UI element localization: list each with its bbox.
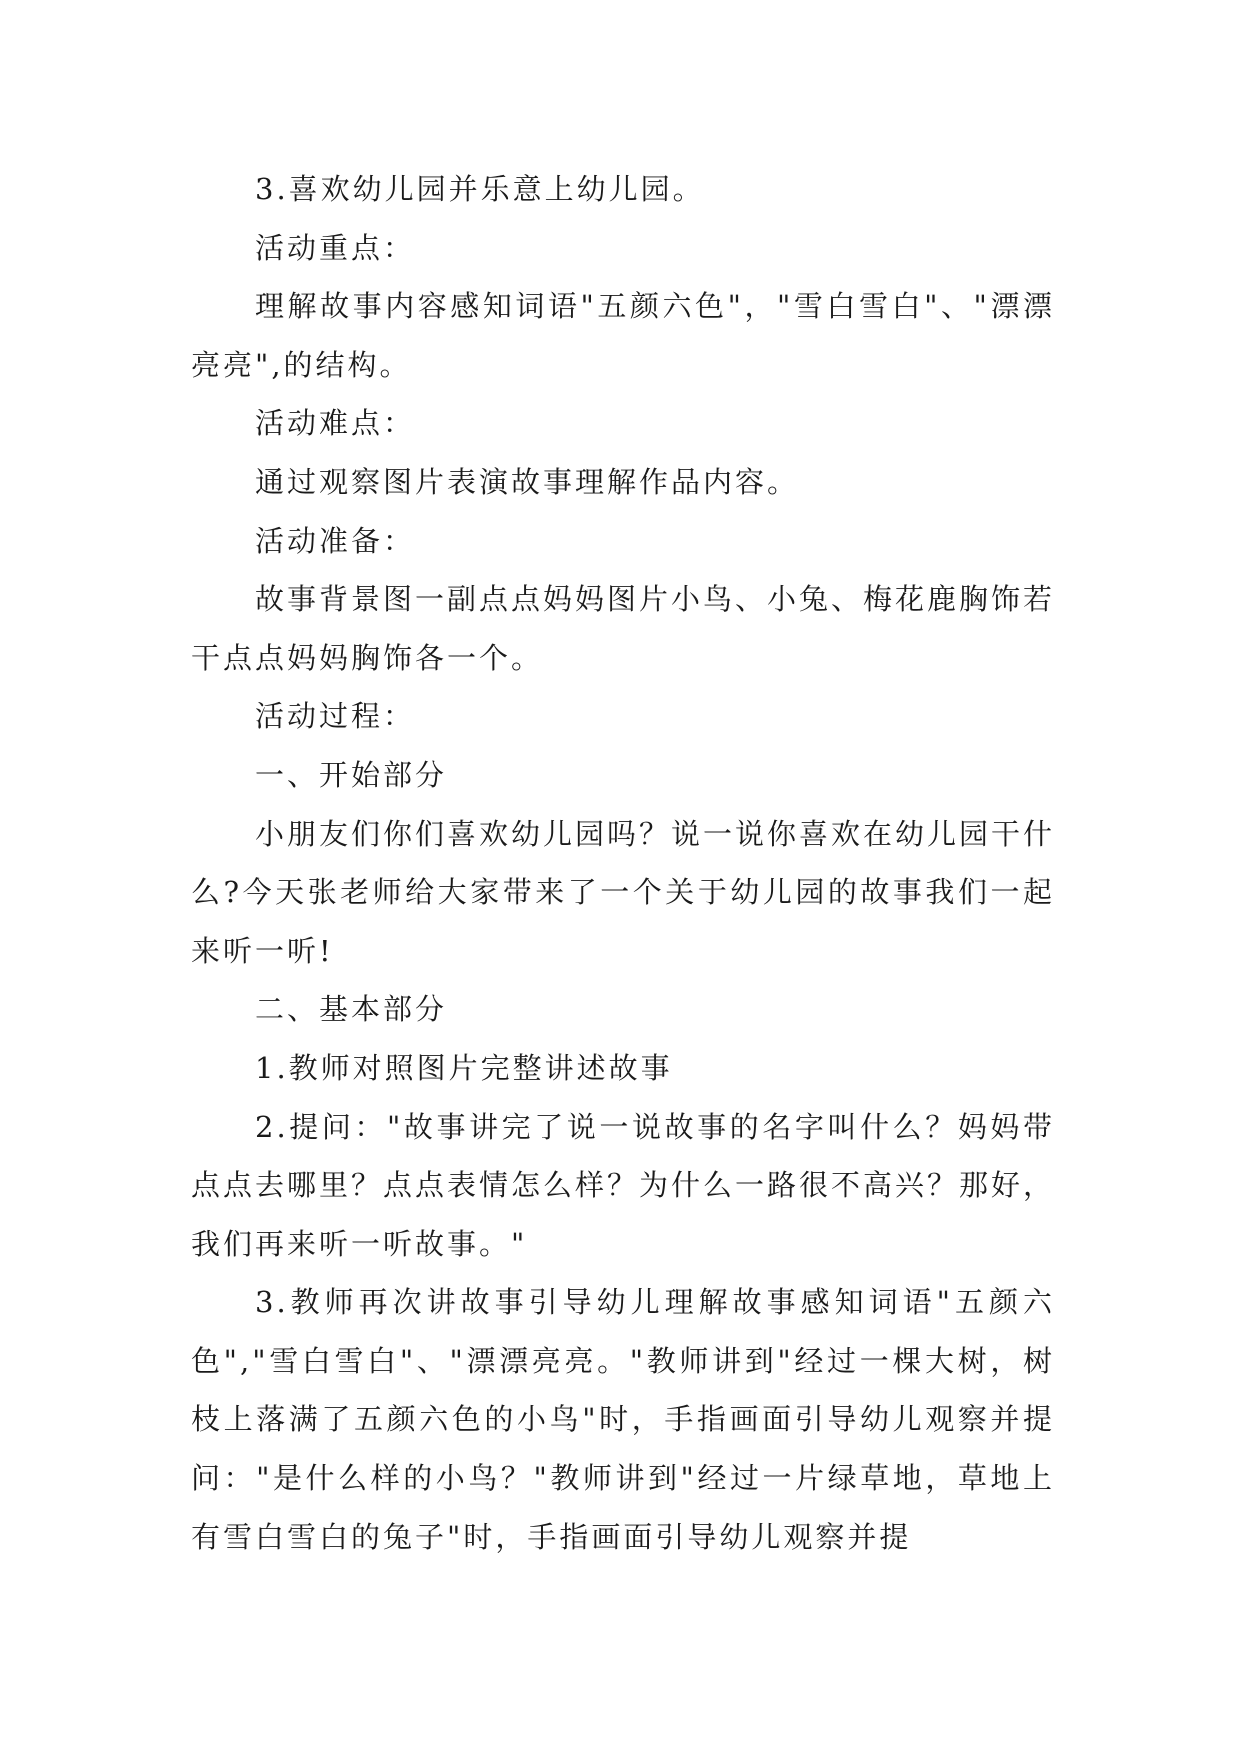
preparation-text: 故事背景图一副点点妈妈图片小鸟、小兔、梅花鹿胸饰若干点点妈妈胸饰各一个。 <box>191 582 1056 675</box>
process-heading: 活动过程： <box>255 699 416 734</box>
key-points-text: 理解故事内容感知词语"五颜六色"，"雪白雪白"、"漂漂亮亮",的结构。 <box>191 289 1055 382</box>
objective-item-3: 3.喜欢幼儿园并乐意上幼儿园。 <box>255 172 705 206</box>
step-2-text: 2.提问："故事讲完了说一说故事的名字叫什么？妈妈带点点去哪里？点点表情怎么样？为什么一路很不高兴？那好，我们再来听一听故事。" <box>191 1109 1056 1261</box>
section-one-text: 小朋友们你们喜欢幼儿园吗？说一说你喜欢在幼儿园干什么?今天张老师给大家带来了一个关于幼儿园的故事我们一起来听一听! <box>191 816 1056 968</box>
difficulties-text: 通过观察图片表演故事理解作品内容。 <box>255 464 800 499</box>
key-points-heading: 活动重点： <box>255 230 416 265</box>
step-1-text: 1.教师对照图片完整讲述故事 <box>255 1050 673 1085</box>
step-3-text: 3.教师再次讲故事引导幼儿理解故事感知词语"五颜六色","雪白雪白"、"漂漂亮亮。"教师讲到"经过一棵大树，树枝上落满了五颜六色的小鸟"时，手指画面引导幼儿观察并提问："是什么样的小鸟？"教师讲到"经过一片绿草地，草地上有雪白雪白的兔子"时，手指画面引导幼儿观察并提 <box>191 1285 1055 1554</box>
preparation-heading: 活动准备： <box>255 523 416 558</box>
document-body <box>191 160 1055 1566</box>
difficulties-heading: 活动难点： <box>255 406 416 441</box>
section-one-heading: 一、开始部分 <box>255 757 448 792</box>
section-two-heading: 二、基本部分 <box>255 992 448 1027</box>
